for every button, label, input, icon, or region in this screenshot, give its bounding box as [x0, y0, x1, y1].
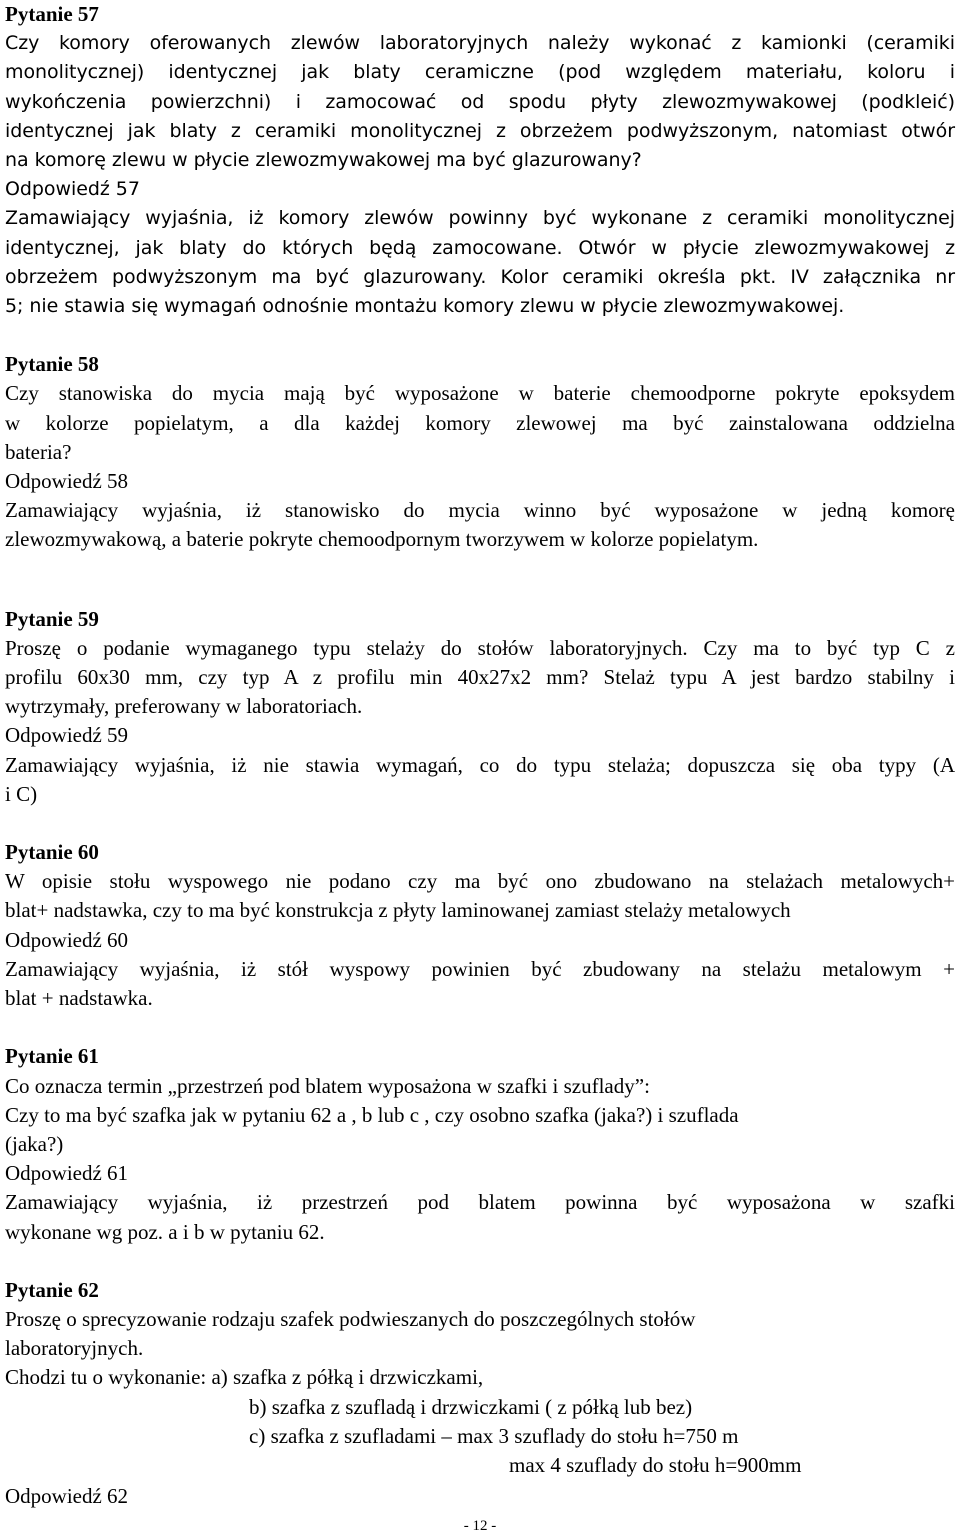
question-58-title: Pytanie 58 — [5, 352, 99, 377]
question-62-line: Chodzi tu o wykonanie: a) szafka z półką i drzwiczkami, — [5, 1365, 484, 1390]
answer-59-line: i C) — [5, 781, 38, 806]
question-62-line: laboratoryjnych. — [5, 1336, 144, 1361]
question-58-line: bateria? — [5, 439, 72, 464]
answer-57-line: 5; nie stawia się wymagań odnośnie montażu komory zlewu w płycie zlewozmywakowej. — [5, 295, 845, 318]
question-58-line: Czy stanowiska do mycia mają być wyposażone w baterie chemoodporne pokryte epoksydem — [5, 381, 955, 406]
question-57-line: na komorę zlewu w płycie zlewozmywakowej ma być glazurowany? — [5, 149, 642, 172]
answer-60-line: blat + nadstawka. — [5, 986, 153, 1011]
spacer — [5, 1247, 955, 1276]
answer-57-line: identycznej, jak blaty do których będą zamocowane. Otwór w płycie zlewozmywakowej z — [5, 236, 955, 259]
question-59-line: Proszę o podanie wymaganego typu stelaży do stołów laboratoryjnych. Czy ma to być typ C z — [5, 635, 955, 660]
answer-60-title: Odpowiedź 60 — [5, 927, 129, 952]
spacer — [5, 1013, 955, 1042]
answer-58-title: Odpowiedź 58 — [5, 469, 129, 494]
question-62-title: Pytanie 62 — [5, 1277, 99, 1302]
document-page — [5, 0, 955, 1511]
question-62-option: b) szafka z szufladą i drzwiczkami ( z półką lub bez) — [249, 1394, 693, 1419]
answer-58-line: zlewozmywakową, a baterie pokryte chemoodpornym tworzywem w kolorze popielatym. — [5, 527, 759, 552]
answer-57-title: Odpowiedź 57 — [5, 178, 140, 201]
answer-61-title: Odpowiedź 61 — [5, 1161, 129, 1186]
answer-60-line: Zamawiający wyjaśnia, iż stół wyspowy powinien być zbudowany na stelażu metalowym + — [5, 956, 955, 981]
page-number: - 12 - — [463, 1518, 497, 1534]
answer-58-line: Zamawiający wyjaśnia, iż stanowisko do mycia winno być wyposażone w jedną komorę — [5, 498, 955, 523]
answer-57-line: Zamawiający wyjaśnia, iż komory zlewów powinny być wykonane z ceramiki monolitycznej — [5, 207, 955, 230]
answer-59-line: Zamawiający wyjaśnia, iż nie stawia wymagań, co do typu stelaża; dopuszcza się oba typy (A — [5, 752, 955, 777]
spacer — [5, 321, 955, 350]
question-61-title: Pytanie 61 — [5, 1044, 99, 1069]
question-61-line: Czy to ma być szafka jak w pytaniu 62 a , b lub c , czy osobno szafka (jaka?) i szuflada — [5, 1102, 739, 1127]
answer-57-line: obrzeżem podwyższonym ma być glazurowany. Kolor ceramiki określa pkt. IV załącznika nr — [5, 265, 955, 288]
spacer — [5, 809, 955, 838]
question-59-line: wytrzymały, preferowany w laboratoriach. — [5, 694, 363, 719]
question-59-title: Pytanie 59 — [5, 606, 99, 631]
question-57-line: identycznej jak blaty z ceramiki monolitycznej z obrzeżem podwyższonym, natomiast otwór — [5, 119, 955, 142]
answer-61-line: Zamawiający wyjaśnia, iż przestrzeń pod blatem powinna być wyposażona w szafki — [5, 1190, 955, 1215]
answer-59-title: Odpowiedź 59 — [5, 723, 129, 748]
spacer — [5, 555, 955, 605]
question-62-option: c) szafka z szufladami – max 3 szuflady do stołu h=750 m — [249, 1423, 739, 1448]
question-57-title: Pytanie 57 — [5, 2, 99, 26]
question-57-line: Czy komory oferowanych zlewów laboratoryjnych należy wykonać z kamionki (ceramiki — [5, 32, 955, 55]
question-61-line: (jaka?) — [5, 1131, 64, 1156]
question-62-line: Proszę o sprecyzowanie rodzaju szafek podwieszanych do poszczególnych stołów — [5, 1306, 696, 1331]
question-60-line: blat+ nadstawka, czy to ma być konstrukcja z płyty laminowanej zamiast stelaży metalowych — [5, 898, 791, 923]
question-60-title: Pytanie 60 — [5, 840, 99, 865]
question-57-line: wykończenia powierzchni) i zamocować od spodu płyty zlewozmywakowej (podkleić) — [5, 90, 955, 113]
answer-62-title: Odpowiedź 62 — [5, 1484, 129, 1509]
question-58-line: w kolorze popielatym, a dla każdej komory zlewowej ma być zainstalowana oddzielna — [5, 410, 955, 435]
question-59-line: profilu 60x30 mm, czy typ A z profilu min 40x27x2 mm? Stelaż typu A jest bardzo stabilny i — [5, 665, 955, 690]
question-62-option: max 4 szuflady do stołu h=900mm — [509, 1452, 802, 1477]
answer-61-line: wykonane wg poz. a i b w pytaniu 62. — [5, 1219, 325, 1244]
question-61-line: Co oznacza termin „przestrzeń pod blatem wyposażona w szafki i szuflady”: — [5, 1073, 650, 1098]
question-60-line: W opisie stołu wyspowego nie podano czy ma być ono zbudowano na stelażach metalowych+ — [5, 869, 955, 894]
question-57-line: monolitycznej) identycznej jak blaty ceramiczne (pod względem materiału, koloru i — [5, 61, 955, 84]
